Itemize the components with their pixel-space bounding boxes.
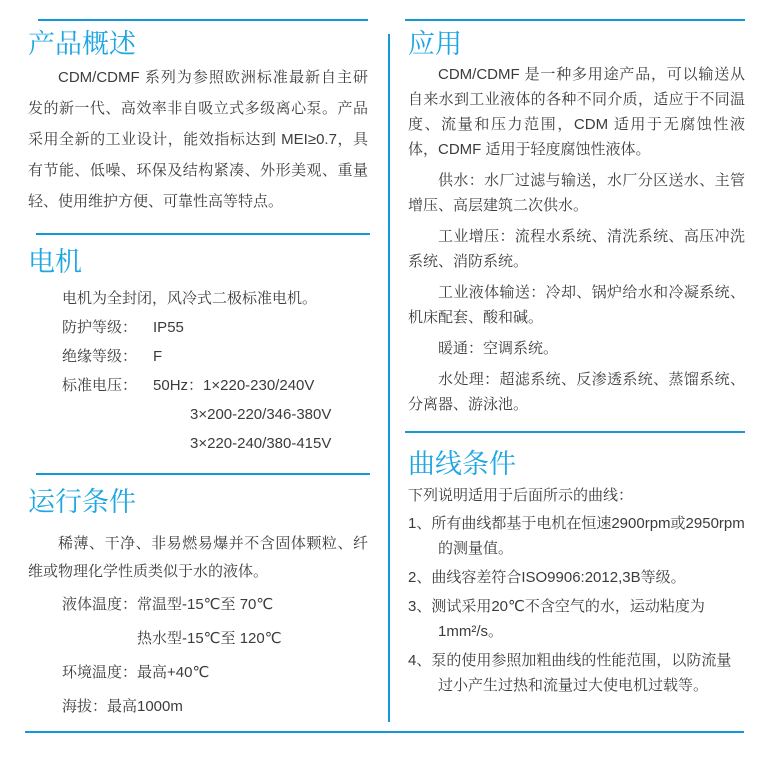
operating-item: 海拔：最高1000m [62,698,183,715]
spec-label: 绝缘等级： [62,348,138,365]
motor-spec-row [62,313,364,342]
operating-paragraph: 稀薄、干净、非易燃易爆并不含固体颗粒、纤维或物理化学性质类似于水的液体。 [28,535,368,580]
curve-top-rule [405,431,745,433]
curve-note-item: 3、测试采用20℃不含空气的水，运动粘度为1mm²/s。 [408,598,705,640]
motor-spec-row [62,342,364,371]
curve-note-item: 2、曲线容差符合ISO9906:2012,3B等级。 [408,569,686,586]
motor-intro-line: 电机为全封闭，风冷式二极标准电机。 [62,290,318,307]
operating-item: 环境温度：最高+40℃ [62,664,210,681]
operating-top-rule [36,473,370,475]
applications-paragraph: 工业增压：流程水系统、清洗系统、高压冲洗系统、消防系统。 [408,228,745,270]
applications-paragraph: 供水：水厂过滤与输送，水厂分区送水、主管增压、高层建筑二次供水。 [408,172,745,214]
operating-item: 液体温度：常温型-15℃至 70℃ [62,596,274,613]
applications-paragraph: 水处理：超滤系统、反渗透系统、蒸馏系统、分离器、游泳池。 [408,371,745,413]
section-title-operating: 运行条件 [28,487,136,517]
curve-note-item: 4、泵的使用参照加粗曲线的性能范围，以防流量过小产生过热和流量过大使电机过载等。 [408,652,732,694]
operating-condition-list [62,590,368,726]
applications-paragraphs [408,62,745,423]
motor-top-rule [36,233,370,235]
applications-paragraph: 工业液体输送：冷却、锅炉给水和冷凝系统、机床配套、酸和碱。 [408,284,745,326]
spec-value: F [153,348,163,365]
motor-spec-row [62,371,364,400]
section-title-motor: 电机 [28,247,82,277]
voltage-continuation-line: 3×220-240/380-415V [190,435,332,452]
applications-paragraph: 暖通：空调系统。 [438,340,559,357]
overview-paragraph: CDM/CDMF 系列为参照欧洲标准最新自主研发的新一代、高效率非自吸立式多级离心泵。产品采用全新的工业设计，能效指标达到 MEI≥0.7，具有节能、低噪、环保及结构紧凑、外形美观、重量轻、使用维护方便、可靠性高等特点。 [28,69,368,210]
spec-label: 标准电压： [62,377,138,394]
curve-note-item: 1、所有曲线都基于电机在恒速2900rpm或2950rpm的测量值。 [408,515,745,557]
curve-intro-line: 下列说明适用于后面所示的曲线： [408,487,634,504]
motor-spec-list [62,284,364,458]
spec-label: 防护等级： [62,319,138,336]
voltage-continuation-line: 3×200-220/346-380V [190,406,332,423]
applications-paragraph: CDM/CDMF 是一种多用途产品，可以输送从自来水到工业液体的各种不同介质，适应于不同温度、流量和压力范围，CDM 适用于无腐蚀性液体，CDMF 适用于轻度腐蚀性液体。 [408,66,745,158]
curve-note-list [408,511,745,702]
applications-top-rule [405,19,745,21]
spec-value: 50Hz：1×220-230/240V [153,377,315,394]
column-divider-line [388,34,390,722]
page-bottom-rule [25,731,744,733]
spec-value: IP55 [153,319,184,336]
overview-top-rule [38,19,368,21]
section-title-overview: 产品概述 [28,29,136,59]
operating-item-continuation: 热水型-15℃至 120℃ [137,630,282,647]
section-title-curve: 曲线条件 [408,449,516,479]
section-title-applications: 应用 [408,29,462,59]
